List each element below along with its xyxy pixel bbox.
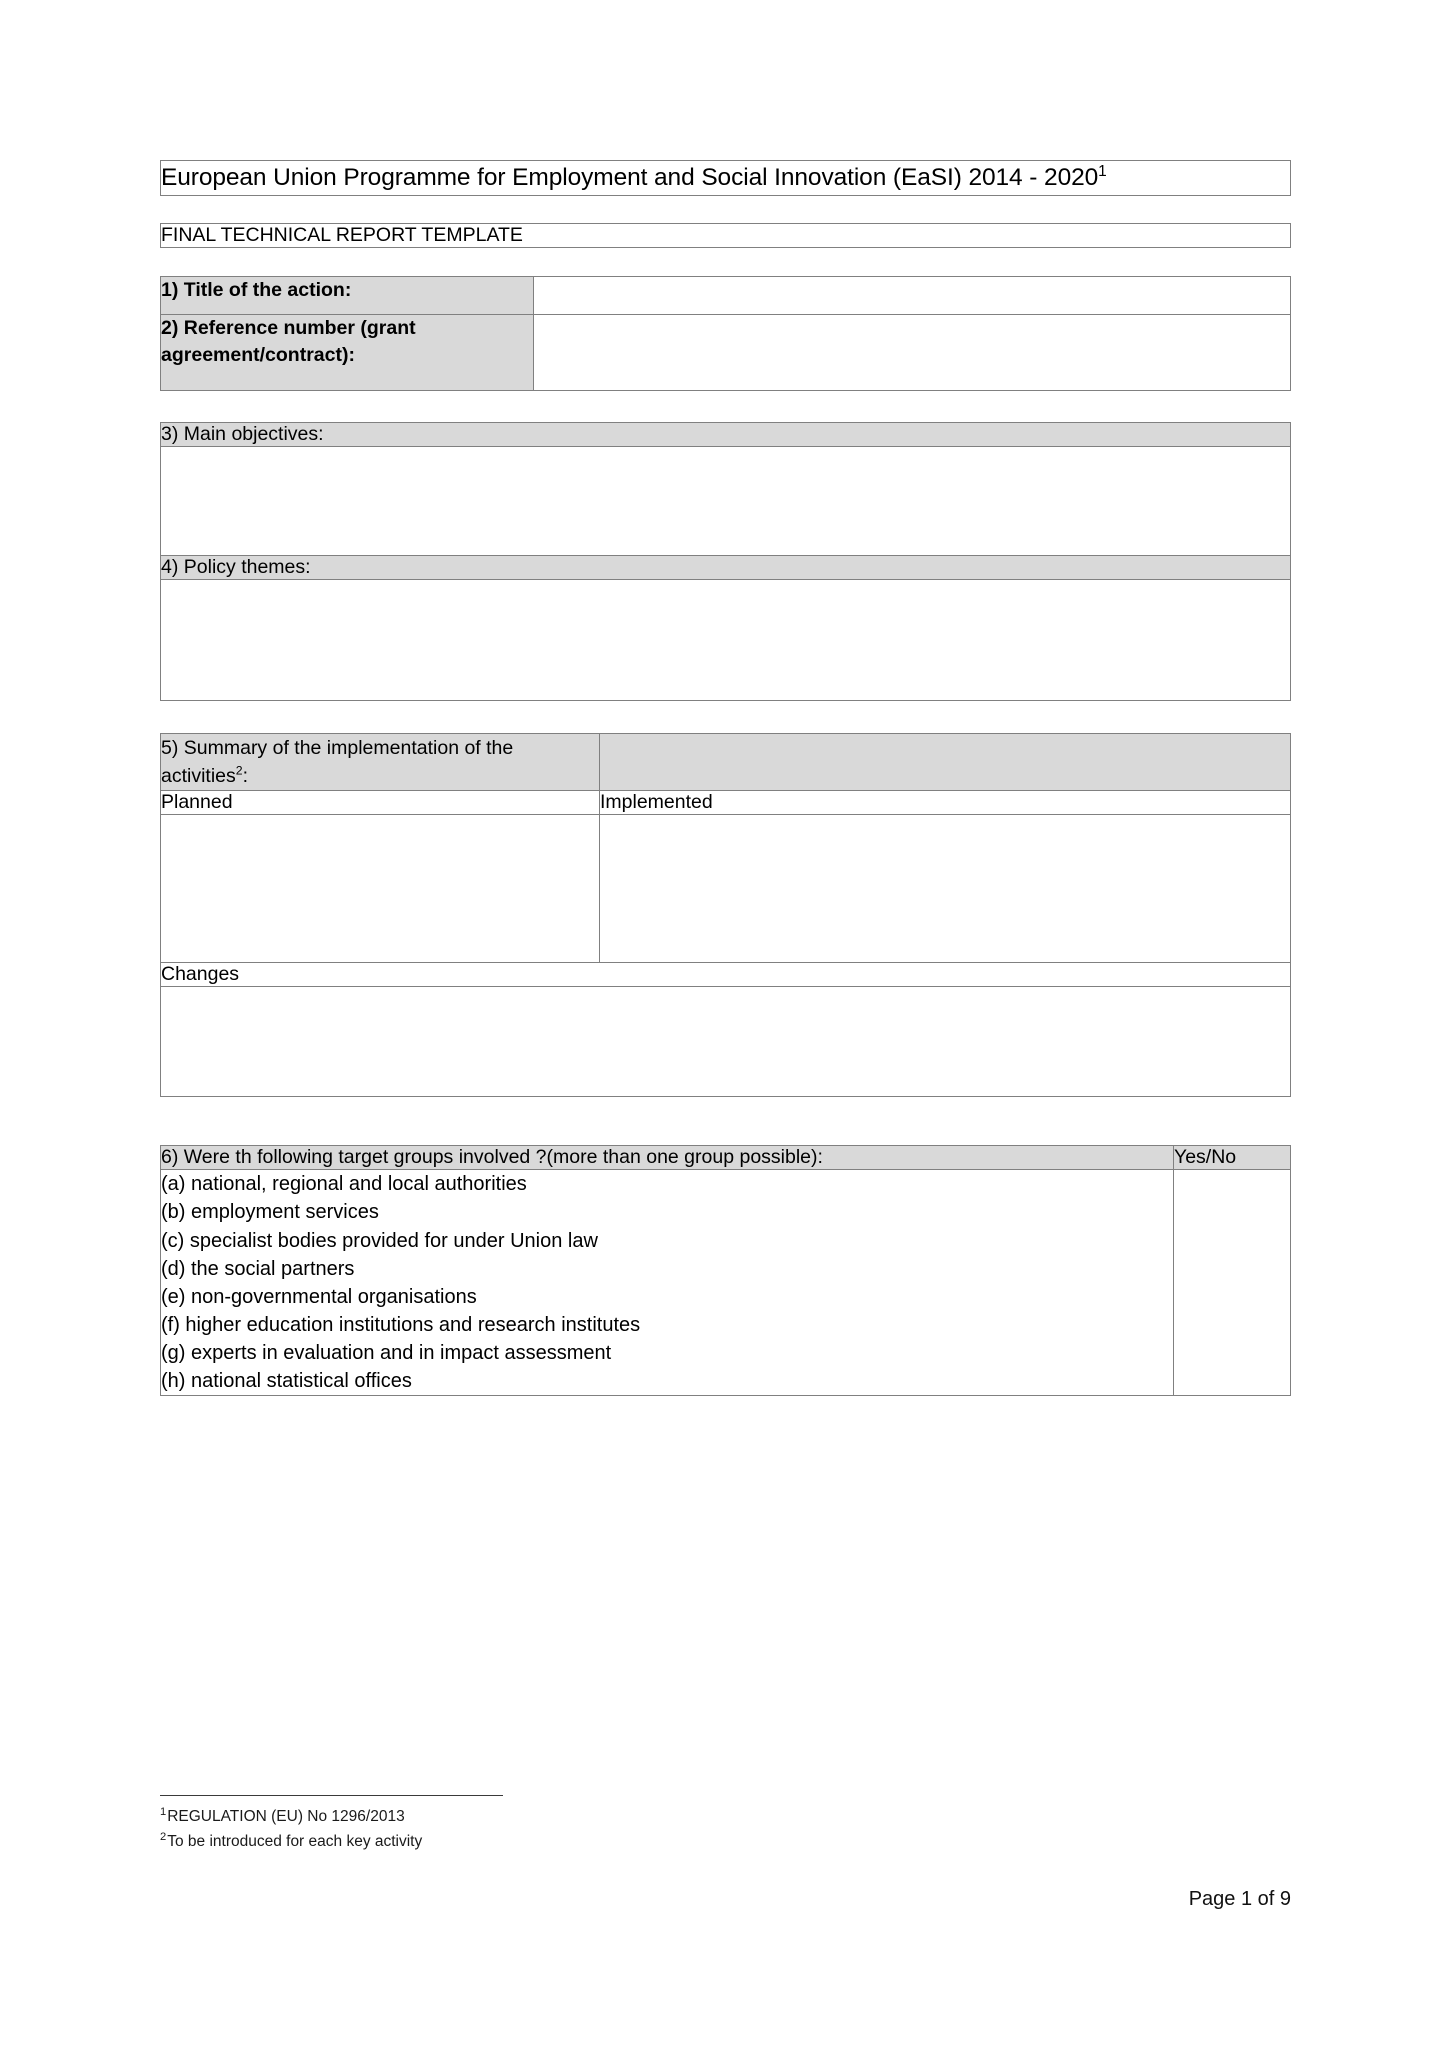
table-row-title-of-action <box>161 276 1291 314</box>
column-header-changes: Changes <box>161 963 1291 987</box>
list-item: (d) the social partners <box>161 1257 355 1280</box>
table-row-section5-column-headers <box>161 791 1291 815</box>
document-title-line2: - 2020 <box>1029 164 1099 191</box>
title-footnote-marker: 1 <box>1098 162 1107 180</box>
footnote-2-marker: 2 <box>160 1830 167 1843</box>
field-label-reference-number <box>161 314 534 390</box>
section-input-policy-themes[interactable] <box>161 579 1291 700</box>
footnote-2-text: To be introduced for each key activity <box>167 1832 423 1850</box>
document-subtitle: FINAL TECHNICAL REPORT TEMPLATE <box>161 223 1291 247</box>
column-header-planned: Planned <box>161 791 600 815</box>
footnote-1 <box>160 1805 860 1830</box>
list-item: (e) non-governmental organisations <box>161 1285 477 1308</box>
list-item: (f) higher education institutions and research institutes <box>161 1313 641 1336</box>
title-table <box>160 160 1291 196</box>
section-heading-line2-suffix: : <box>242 765 249 788</box>
table-row-main-objectives-body <box>161 446 1291 555</box>
table-row-question6-body <box>161 1170 1291 1396</box>
footnote-separator-rule <box>160 1795 503 1796</box>
page-number: Page 1 of 9 <box>1188 1888 1291 1910</box>
table-row-section5-body <box>161 815 1291 963</box>
column-header-yes-no: Yes/No <box>1174 1146 1291 1170</box>
target-groups-table <box>160 1145 1291 1396</box>
page-content <box>160 0 1291 1396</box>
footnotes-block <box>160 1795 860 1855</box>
footnote-2 <box>160 1830 860 1855</box>
table-row <box>161 161 1291 196</box>
table-row-reference-number <box>161 314 1291 390</box>
table-row-section5-header <box>161 733 1291 791</box>
list-item: (g) experts in evaluation and in impact assessment <box>161 1341 612 1364</box>
section-heading-line2: activities <box>161 765 236 788</box>
list-item: (a) national, regional and local authorities <box>161 1173 527 1196</box>
subtitle-table <box>160 223 1291 248</box>
table-row-changes-body <box>161 987 1291 1097</box>
section-input-main-objectives[interactable] <box>161 446 1291 555</box>
field-input-reference-number[interactable] <box>534 314 1291 390</box>
section-heading-policy-themes: 4) Policy themes: <box>161 555 1291 579</box>
target-groups-list <box>161 1170 1174 1396</box>
field-label-title-of-action <box>161 276 534 314</box>
target-groups-answers-input[interactable] <box>1174 1170 1291 1396</box>
table-row-question6-header <box>161 1146 1291 1170</box>
section-heading-main-objectives: 3) Main objectives: <box>161 422 1291 446</box>
table-row-main-objectives-header <box>161 422 1291 446</box>
section5-footnote-marker: 2 <box>235 763 243 778</box>
column-header-implemented: Implemented <box>600 791 1291 815</box>
field-label-text: 1) Title of the action: <box>161 278 352 301</box>
section-heading-line1: 5) Summary of the implementation of the <box>161 736 514 759</box>
list-item: (h) national statistical offices <box>161 1369 412 1392</box>
field-label-text-line2: agreement/contract): <box>161 344 355 367</box>
document-title-line1: European Union Programme for Employment and Social Innovation (EaSI) 2014 <box>161 164 1023 191</box>
identification-table <box>160 276 1291 391</box>
section-heading-implementation-summary <box>161 733 600 791</box>
footnote-1-text: REGULATION (EU) No 1296/2013 <box>167 1808 405 1825</box>
table-row <box>161 223 1291 247</box>
section-input-implemented[interactable] <box>600 815 1291 963</box>
objectives-themes-table <box>160 422 1291 701</box>
list-item: (b) employment services <box>161 1201 379 1224</box>
table-row-policy-themes-header <box>161 555 1291 579</box>
footnote-1-marker: 1 <box>160 1805 167 1818</box>
field-label-text-line1: 2) Reference number (grant <box>161 316 416 339</box>
list-item: (c) specialist bodies provided for under Union law <box>161 1229 598 1252</box>
section5-header-spacer <box>600 733 1291 791</box>
section-input-changes[interactable] <box>161 987 1291 1097</box>
table-row-policy-themes-body <box>161 579 1291 700</box>
document-title-cell <box>161 161 1291 196</box>
question6-heading: 6) Were th following target groups involved ?(more than one group possible): <box>161 1146 1174 1170</box>
implementation-summary-table <box>160 733 1291 1098</box>
table-row-changes-header <box>161 963 1291 987</box>
section-input-planned[interactable] <box>161 815 600 963</box>
field-input-title-of-action[interactable] <box>534 276 1291 314</box>
